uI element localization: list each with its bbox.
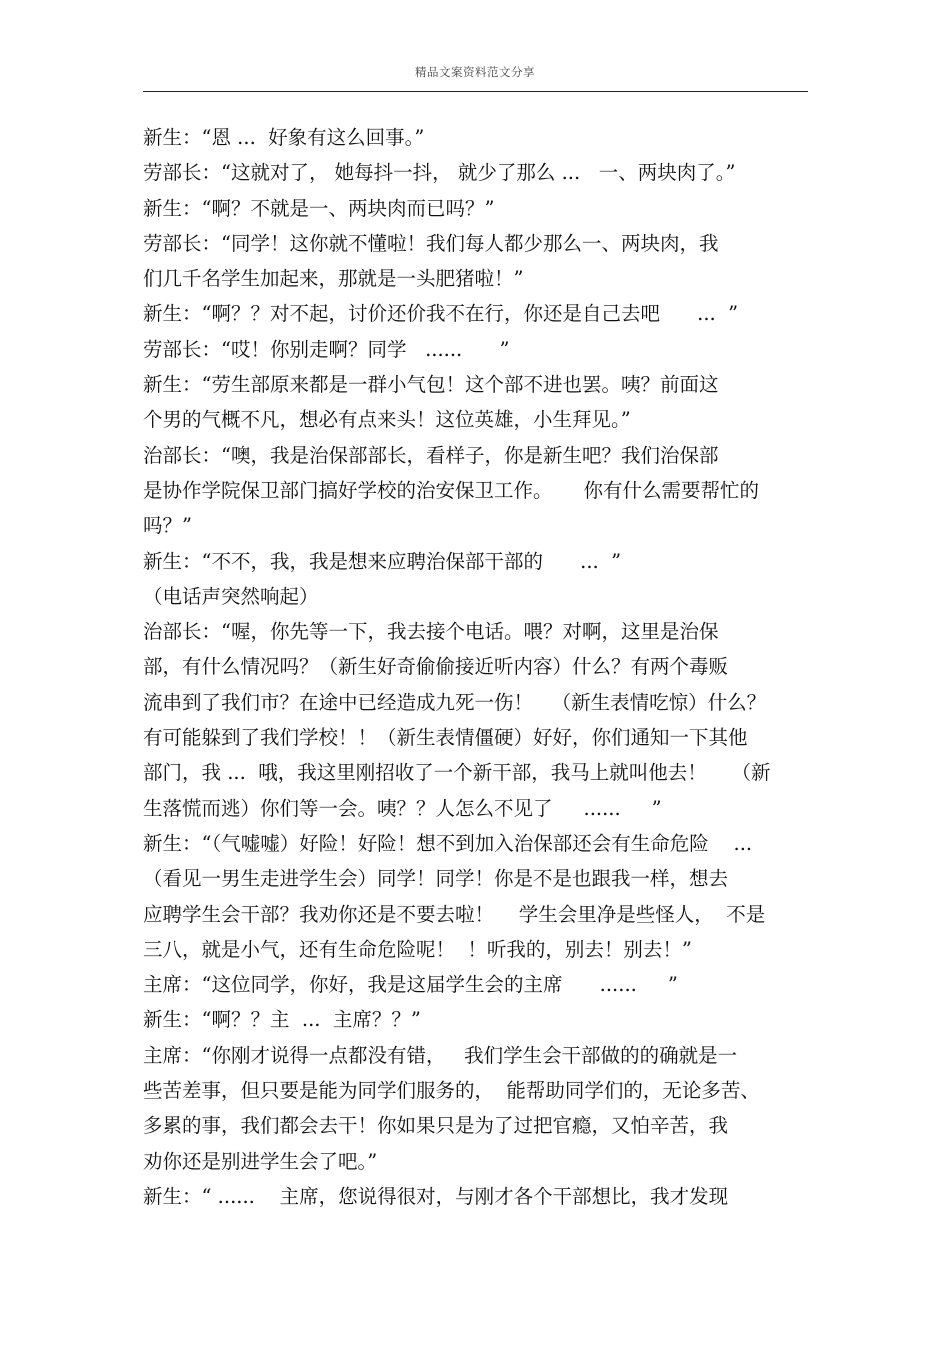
text-line: 吗？”	[143, 514, 192, 538]
text-line: 治部长：“喔，你先等一下，我去接个电话。喂？对啊，这里是治保	[143, 620, 719, 644]
text-line: 新生：“劳生部原来都是一群小气包！这个部不进也罢。咦？前面这	[143, 373, 719, 397]
text-line: 劳部长：“这就对了， 她每抖一抖， 就少了那么 ... 一、两块肉了。”	[143, 161, 736, 185]
text-line: 主席：“你刚才说得一点都没有错， 我们学生会干部做的的确就是一	[143, 1043, 738, 1067]
text-line: （电话声突然响起）	[143, 584, 319, 608]
text-line: 新生：“（气嘘嘘）好险！好险！想不到加入治保部还会有生命危险 ...	[143, 831, 753, 855]
text-line: 部，有什么情况吗？（新生好奇偷偷接近听内容）什么？有两个毒贩	[143, 655, 729, 679]
text-line: 三八，就是小气，还有生命危险呢！ ！听我的，别去！别去！”	[143, 937, 692, 961]
text-line: 新生：“ ...... 主席，您说得很对，与刚才各个干部想比，我才发现	[143, 1184, 729, 1208]
text-line: 应聘学生会干部？我劝你还是不要去啦！ 学生会里净是些怪人， 不是	[143, 902, 766, 926]
dialogue-body	[143, 120, 823, 1214]
text-line: 有可能躲到了我们学校！！（新生表情僵硬）好好，你们通知一下其他	[143, 726, 748, 750]
text-line: 些苦差事，但只要是能为同学们服务的， 能帮助同学们的，无论多苦、	[143, 1079, 760, 1103]
text-line: 新生：“恩 ... 好象有这么回事。”	[143, 126, 425, 149]
text-line: 劳部长：“同学！这你就不懂啦！我们每人都少那么一、两块肉，我	[143, 231, 719, 255]
text-line: 新生：“不不，我，我是想来应聘治保部干部的 ... ”	[143, 549, 622, 573]
text-line: （看见一男生走进学生会）同学！同学！你是不是也跟我一样，想去	[143, 867, 729, 891]
text-line: 劝你还是别进学生会了吧。”	[143, 1149, 378, 1173]
text-line: 新生：“啊？？对不起，讨价还价我不在行，你还是自己去吧 ... ”	[143, 302, 739, 326]
text-line: 们几千名学生加起来，那就是一头肥猪啦！”	[143, 267, 524, 291]
text-line: 治部长：“噢，我是治保部部长，看样子，你是新生吧？我们治保部	[143, 443, 719, 467]
text-line: 生落慌而逃）你们等一会。咦？？人怎么不见了 ...... ”	[143, 796, 662, 820]
page-header: 精品文案资料范文分享	[415, 65, 535, 79]
text-line: 部门，我 ... 哦，我这里刚招收了一个新干部，我马上就叫他去！ （新	[143, 761, 771, 785]
header-rule	[143, 91, 808, 92]
text-line: 流串到了我们市？在途中已经造成九死一伤！ （新生表情吃惊）什么？	[143, 690, 767, 714]
text-line: 新生：“啊？？主 ... 主席？？”	[143, 1008, 421, 1032]
text-line: 个男的气概不凡，想必有点来头！这位英雄，小生拜见。”	[143, 408, 631, 432]
text-line: 是协作学院保卫部门搞好学校的治安保卫工作。 你有什么需要帮忙的	[143, 478, 759, 502]
text-line: 主席：“这位同学，你好，我是这届学生会的主席 ...... ”	[143, 973, 678, 997]
text-line: 劳部长：“哎！你别走啊？同学 ...... ”	[143, 337, 510, 361]
text-line: 新生：“啊？不就是一、两块肉而已吗？”	[143, 196, 495, 220]
text-line: 多累的事，我们都会去干！你如果只是为了过把官瘾，又怕辛苦，我	[143, 1114, 729, 1138]
